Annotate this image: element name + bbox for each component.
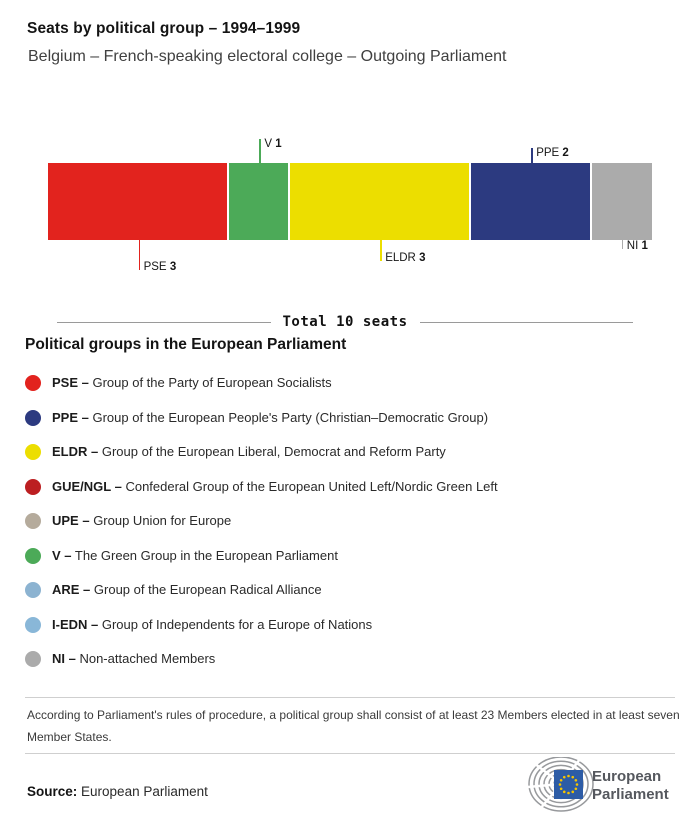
bar-label-seats: 1 (641, 240, 648, 252)
legend-item-code: NI – (52, 651, 76, 667)
source-line (27, 784, 208, 799)
bar-label-v (264, 137, 281, 151)
eu-flag-square-icon (554, 770, 583, 799)
source-value: European Parliament (81, 784, 208, 799)
legend-item-are (25, 573, 675, 608)
legend-item-name: Group Union for Europe (89, 513, 232, 529)
legend-dot-icon (25, 548, 41, 564)
legend-item-code: PPE – (52, 409, 89, 425)
legend-item-text (52, 444, 446, 460)
legend-item-ni (25, 642, 675, 677)
legend-item-upe (25, 504, 675, 539)
legend-item-gue-ngl (25, 470, 675, 505)
bar-label-code: NI (626, 240, 642, 252)
bar-label-pse (144, 260, 177, 274)
legend-item-text (52, 513, 231, 529)
legend-item-name: Confederal Group of the European United Left/Nordic Green Left (121, 478, 498, 494)
legend-dot-icon (25, 410, 41, 426)
total-seats-row (57, 314, 633, 330)
tick-pse (139, 240, 141, 270)
legend-item-text (52, 548, 338, 564)
tick-ni (622, 240, 624, 249)
logo-text-line1: European (592, 768, 662, 785)
legend-item-code: ELDR – (52, 444, 99, 460)
page-title: Seats by political group – 1994–1999 (27, 20, 301, 37)
bar-label-code: PPE (536, 147, 563, 159)
legend-item-ppe (25, 401, 675, 436)
page-subtitle: Belgium – French-speaking electoral college – Outgoing Parliament (28, 48, 507, 65)
legend-item-code: ARE – (52, 582, 91, 598)
legend-item-text (52, 479, 498, 495)
legend-item-code: I-EDN – (52, 616, 99, 632)
bar-label-seats: 3 (419, 252, 426, 264)
total-rule-right (420, 322, 634, 323)
legend-item-text (52, 375, 332, 391)
total-rule-left (57, 322, 271, 323)
legend-dot-icon (25, 444, 41, 460)
legend-dot-icon (25, 651, 41, 667)
bar-label-code: ELDR (385, 252, 420, 264)
legend-item-name: Group of the Party of European Socialists (88, 375, 332, 391)
chart-area (0, 130, 700, 300)
bar-segment-ni[interactable] (592, 163, 652, 240)
legend-item-name: Group of the European Liberal, Democrat and Reform Party (98, 444, 446, 460)
bar-label-code: PSE (143, 261, 170, 273)
bar-label-seats: 3 (169, 261, 177, 273)
legend-item-name: Group of Independents for a Europe of Nations (98, 616, 373, 632)
legend-dot-icon (25, 617, 41, 633)
bar-segment-eldr[interactable] (290, 163, 469, 240)
legend-item-eldr (25, 435, 675, 470)
legend-item-text (52, 410, 488, 426)
source-label: Source: (27, 784, 78, 799)
footnote-divider-bottom (25, 753, 675, 754)
legend-item-v (25, 539, 675, 574)
tick-eldr (380, 240, 382, 261)
legend-dot-icon (25, 479, 41, 495)
stacked-bar (48, 163, 652, 240)
european-parliament-logo-icon[interactable] (524, 757, 676, 813)
legend-item-name: The Green Group in the European Parliament (71, 547, 338, 563)
bar-segment-pse[interactable] (48, 163, 227, 240)
legend-item-text (52, 651, 215, 667)
bar-label-code: V (264, 138, 276, 150)
bar-label-seats: 2 (562, 147, 569, 159)
legend-dot-icon (25, 375, 41, 391)
legend-item-i-edn (25, 608, 675, 643)
legend-item-name: Group of the European Radical Alliance (90, 582, 322, 598)
legend-heading: Political groups in the European Parliament (25, 336, 347, 353)
tick-ppe (531, 148, 533, 163)
footnote-divider-top (25, 697, 675, 698)
legend-item-code: V – (52, 547, 72, 563)
legend-item-text (52, 582, 322, 598)
logo-text-line2: Parliament (592, 786, 669, 803)
legend-dot-icon (25, 582, 41, 598)
bar-label-seats: 1 (275, 138, 282, 150)
legend-item-pse (25, 366, 675, 401)
legend-item-name: Non-attached Members (75, 651, 216, 667)
footnote-text: According to Parliament's rules of procedure, a political group shall consist of at least 23 Members elected in at least seven Member States. (27, 708, 680, 744)
legend-item-text (52, 617, 372, 633)
legend-list (25, 366, 675, 677)
legend-dot-icon (25, 513, 41, 529)
total-seats-label: Total 10 seats (282, 314, 408, 330)
bar-segment-ppe[interactable] (471, 163, 590, 240)
legend-item-code: UPE – (52, 513, 90, 529)
tick-v (259, 139, 261, 163)
bar-label-ni (627, 239, 648, 253)
legend-item-code: GUE/NGL – (52, 478, 122, 494)
legend-item-name: Group of the European People's Party (Christian–Democratic Group) (88, 409, 489, 425)
legend-item-code: PSE – (52, 375, 89, 391)
bar-segment-v[interactable] (229, 163, 289, 240)
bar-label-ppe (536, 146, 569, 160)
bar-label-eldr (385, 251, 425, 265)
